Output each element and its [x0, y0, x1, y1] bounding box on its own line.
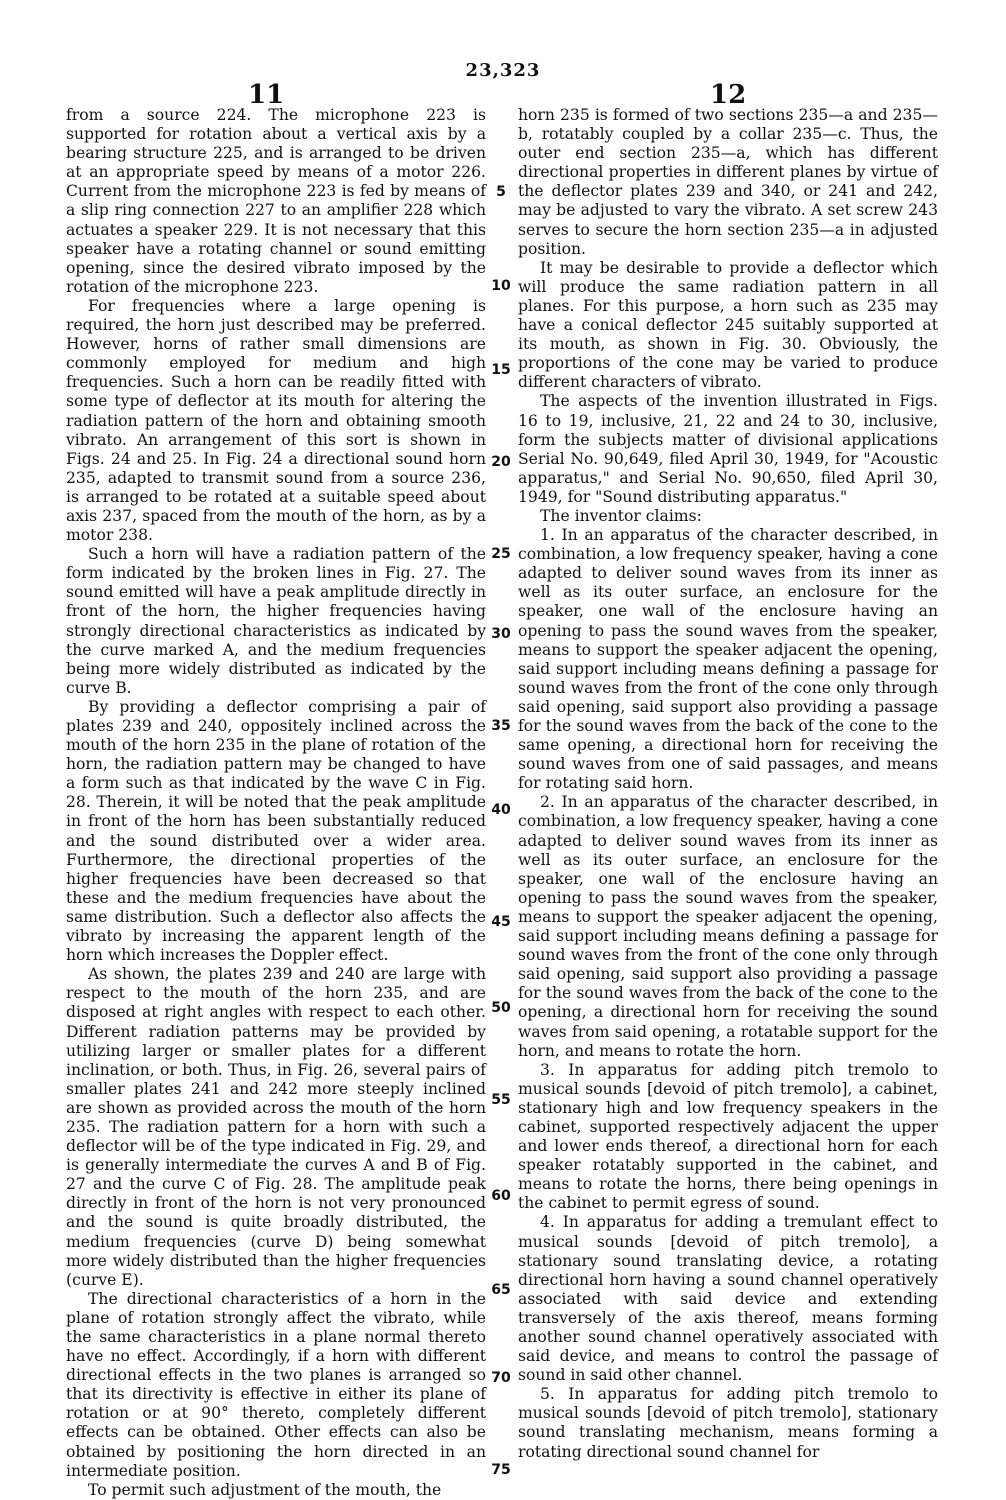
line-number: 25	[491, 546, 511, 562]
paragraph: from a source 224. The microphone 223 is supported for rotation about a vertical axis by a bearing structure 225, and is arranged to be driven at an appropriate speed by means of a motor 226. Current from the microphone 223 is fed by means of a slip ring connection 227 to an amplifier 228 which actuates a speaker 229. It is not necessary that this speaker have a rotating channel or sound emitting opening, since the desired vibrato imposed by the rotation of the microphone 223.	[66, 106, 486, 296]
claim: 1. In an apparatus of the character described, in combination, a low frequency speaker, having a cone adapted to deliver sound waves from its inner as well as its outer surface, an enclosure for the speaker, one wall of the enclosure having an opening to pass the sound waves from the speaker, means to support the speaker adjacent the opening, said support including means defining a passage for sound waves from the front of the cone only through said opening, said support also providing a passage for the sound waves from the back of the cone to the same opening, a directional horn for receiving the sound waves from one of said passages, and means for rotating said horn.	[518, 526, 938, 793]
left-text-column	[66, 106, 486, 1500]
line-number: 20	[491, 454, 511, 470]
claims-heading: The inventor claims:	[540, 506, 702, 525]
paragraph: As shown, the plates 239 and 240 are large with respect to the mouth of the horn 235, and are disposed at right angles with respect to each other. Different radiation patterns may be provided by utilizing larger or smaller plates for a different inclination, or both. Thus, in Fig. 26, several pairs of smaller plates 241 and 242 more steeply inclined are shown as provided across the mouth of the horn 235. The radiation pattern for a horn with such a deflector will be of the type indicated in Fig. 29, and is generally intermediate the curves A and B of Fig. 27 and the curve C of Fig. 28. The amplitude peak directly in front of the horn is not very pronounced and the sound is quite broadly distributed, the medium frequencies (curve D) being somewhat more widely distributed than the higher frequencies (curve E).	[66, 965, 486, 1289]
paragraph: horn 235 is formed of two sections 235—a and 235—b, rotatably coupled by a collar 235—c. Thus, the outer end section 235—a, which has different directional properties in different planes by virtue of the deflector plates 239 and 340, or 241 and 242, may be adjusted to vary the vibrato. A set screw 243 serves to secure the horn section 235—a in adjusted position.	[518, 106, 938, 258]
paragraph: Such a horn will have a radiation pattern of the form indicated by the broken lines in Fig. 27. The sound emitted will have a peak amplitude directly in front of the horn, the higher frequencies having strongly directional characteristics as indicated by the curve marked A, and the medium frequencies being more widely distributed as indicated by the curve B.	[66, 545, 486, 697]
patent-number: 23,323	[465, 60, 541, 81]
line-number: 30	[491, 626, 511, 642]
claim: 5. In apparatus for adding pitch tremolo to musical sounds [devoid of pitch tremolo], stationary sound translating mechanism, means forming a rotating directional sound channel for	[518, 1385, 938, 1461]
line-number: 55	[491, 1092, 511, 1108]
claim: 4. In apparatus for adding a tremulant effect to musical sounds [devoid of pitch tremolo], a stationary sound translating device, a rotating directional horn having a sound channel operatively associated with said device and extending transversely of the axis thereof, means forming another sound channel operatively associated with said device, and means to control the passage of sound in said other channel.	[518, 1213, 938, 1385]
line-number: 60	[491, 1188, 511, 1204]
paragraph: For frequencies where a large opening is required, the horn just described may be preferred. However, horns of rather small dimensions are commonly employed for medium and high frequencies. Such a horn can be readily fitted with some type of deflector at its mouth for altering the radiation pattern of the horn and obtaining smooth vibrato. An arrangement of this sort is shown in Figs. 24 and 25. In Fig. 24 a directional sound horn 235, adapted to transmit sound from a source 236, is arranged to be rotated at a suitable speed about axis 237, spaced from the mouth of the horn, as by a motor 238.	[66, 296, 486, 545]
paragraph: The aspects of the invention illustrated in Figs. 16 to 19, inclusive, 21, 22 and 24 to 30, inclusive, form the subjects matter of divisional applications Serial No. 90,649, filed April 30, 1949, for "Acoustic apparatus," and Serial No. 90,650, filed April 30, 1949, for "Sound distributing apparatus."	[518, 392, 938, 506]
column-number-left: 11	[248, 80, 285, 110]
line-number: 5	[496, 184, 506, 200]
paragraph: By providing a deflector comprising a pair of plates 239 and 240, oppositely inclined across the mouth of the horn 235 in the plane of rotation of the horn, the radiation pattern may be changed to have a form such as that indicated by the wave C in Fig. 28. Therein, it will be noted that the peak amplitude in front of the horn has been substantially reduced and the sound distributed over a wider area. Furthermore, the directional properties of the higher frequencies have been decreased so that these and the medium frequencies have about the same distribution. Such a deflector also affects the vibrato by increasing the apparent length of the horn which increases the Doppler effect.	[66, 697, 486, 965]
line-number: 75	[491, 1462, 511, 1478]
right-text-column	[518, 106, 938, 1462]
claim: 3. In apparatus for adding pitch tremolo to musical sounds [devoid of pitch tremolo], a cabinet, stationary high and low frequency speakers in the cabinet, supported respectively adjacent the upper and lower ends thereof, a directional horn for each speaker rotatably supported in the cabinet, and means to rotate the horns, there being openings in the cabinet to permit egress of sound.	[518, 1060, 938, 1213]
column-number-right: 12	[710, 80, 747, 110]
line-number: 45	[491, 914, 511, 930]
paragraph: It may be desirable to provide a deflector which will produce the same radiation pattern in all planes. For this purpose, a horn such as 235 may have a conical deflector 245 suitably supported at its mouth, as shown in Fig. 30. Obviously, the proportions of the cone may be varied to produce different characters of vibrato.	[518, 258, 938, 392]
paragraph: The directional characteristics of a horn in the plane of rotation strongly affect the vibrato, while the same characteristics in a plane normal thereto have no effect. Accordingly, if a horn with different directional effects in the two planes is arranged so that its directivity is effective in either its plane of rotation or at 90° thereto, completely different effects can be obtained. Other effects can also be obtained by positioning the horn directed in an intermediate position.	[66, 1289, 486, 1480]
line-number: 35	[491, 718, 511, 734]
claim: 2. In an apparatus of the character described, in combination, a low frequency speaker, having a cone adapted to deliver sound waves from its inner as well as its outer surface, an enclosure for the speaker, one wall of the enclosure having an opening to pass the sound waves from the speaker, means to support the speaker adjacent the opening, said support including means defining a passage for sound waves from the front of the cone only through said opening, said support also providing a passage for the sound waves from the back of the cone to the opening, a directional horn for receiving the sound waves from said opening, a rotatable support for the horn, and means to rotate the horn.	[518, 793, 938, 1060]
line-number: 15	[491, 362, 511, 378]
line-number: 40	[491, 802, 511, 818]
line-number: 10	[491, 278, 511, 294]
line-number-gutter	[487, 106, 515, 1486]
line-number: 65	[491, 1282, 511, 1298]
line-number: 70	[491, 1370, 511, 1386]
paragraph: To permit such adjustment of the mouth, the	[88, 1480, 442, 1499]
line-number: 50	[491, 1000, 511, 1016]
